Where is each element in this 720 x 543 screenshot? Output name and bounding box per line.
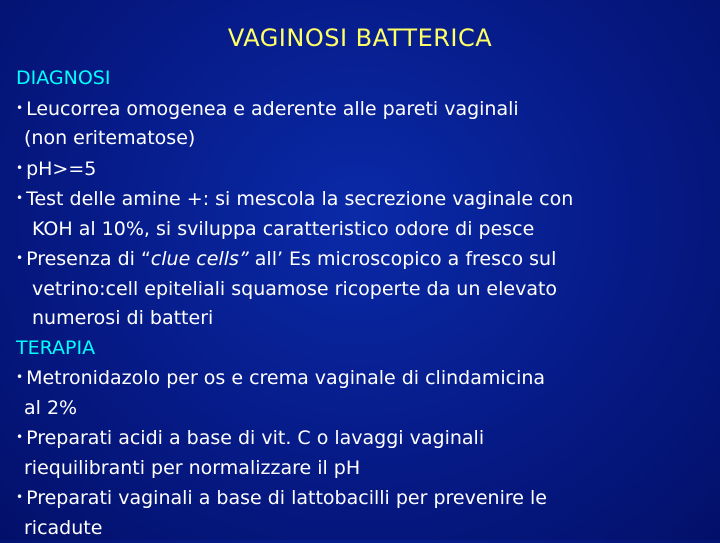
terapia-item-1 (16, 363, 708, 423)
item-text-continued: riequilibranti per normalizzare il pH (16, 454, 708, 484)
slide-title: VAGINOSI BATTERICA (0, 24, 720, 52)
item-text: Leucorrea omogenea e aderente alle pareti vaginali (26, 98, 519, 120)
bullet-icon: • (16, 430, 23, 444)
terapia-item-2 (16, 423, 708, 483)
item-text-italic: clue cells” (151, 248, 249, 270)
diagnosi-item-1 (16, 94, 708, 154)
bullet-icon: • (16, 191, 23, 205)
item-text: Test delle amine +: si mescola la secrezione vaginale con (26, 188, 573, 210)
bullet-icon: • (16, 161, 23, 175)
slide-body (16, 64, 708, 543)
item-text: Preparati vaginali a base di lattobacilli per prevenire le (26, 487, 547, 509)
item-text-suffix: all’ Es microscopico a fresco sul (249, 248, 557, 270)
item-text-continued: (non eritematose) (16, 124, 708, 154)
bullet-icon: • (16, 101, 23, 115)
diagnosi-item-2 (16, 154, 708, 185)
item-text-continued: numerosi di batteri (16, 304, 708, 334)
item-text-continued: ricadute (16, 514, 708, 543)
bullet-icon: • (16, 370, 23, 384)
terapia-heading: TERAPIA (16, 334, 708, 364)
item-text-prefix: Presenza di “ (26, 248, 151, 270)
item-text-continued: al 2% (16, 394, 708, 424)
terapia-item-3 (16, 483, 708, 543)
bullet-icon: • (16, 490, 23, 504)
diagnosi-heading: DIAGNOSI (16, 64, 708, 94)
item-text: Preparati acidi a base di vit. C o lavaggi vaginali (26, 427, 484, 449)
item-text: pH>=5 (26, 158, 96, 180)
diagnosi-item-3 (16, 184, 708, 244)
diagnosi-item-4 (16, 244, 708, 334)
bullet-icon: • (16, 251, 23, 265)
item-text: Metronidazolo per os e crema vaginale di clindamicina (26, 367, 545, 389)
item-text-continued: KOH al 10%, si sviluppa caratteristico odore di pesce (16, 215, 708, 245)
item-text-continued: vetrino:cell epiteliali squamose ricoperte da un elevato (16, 275, 708, 305)
